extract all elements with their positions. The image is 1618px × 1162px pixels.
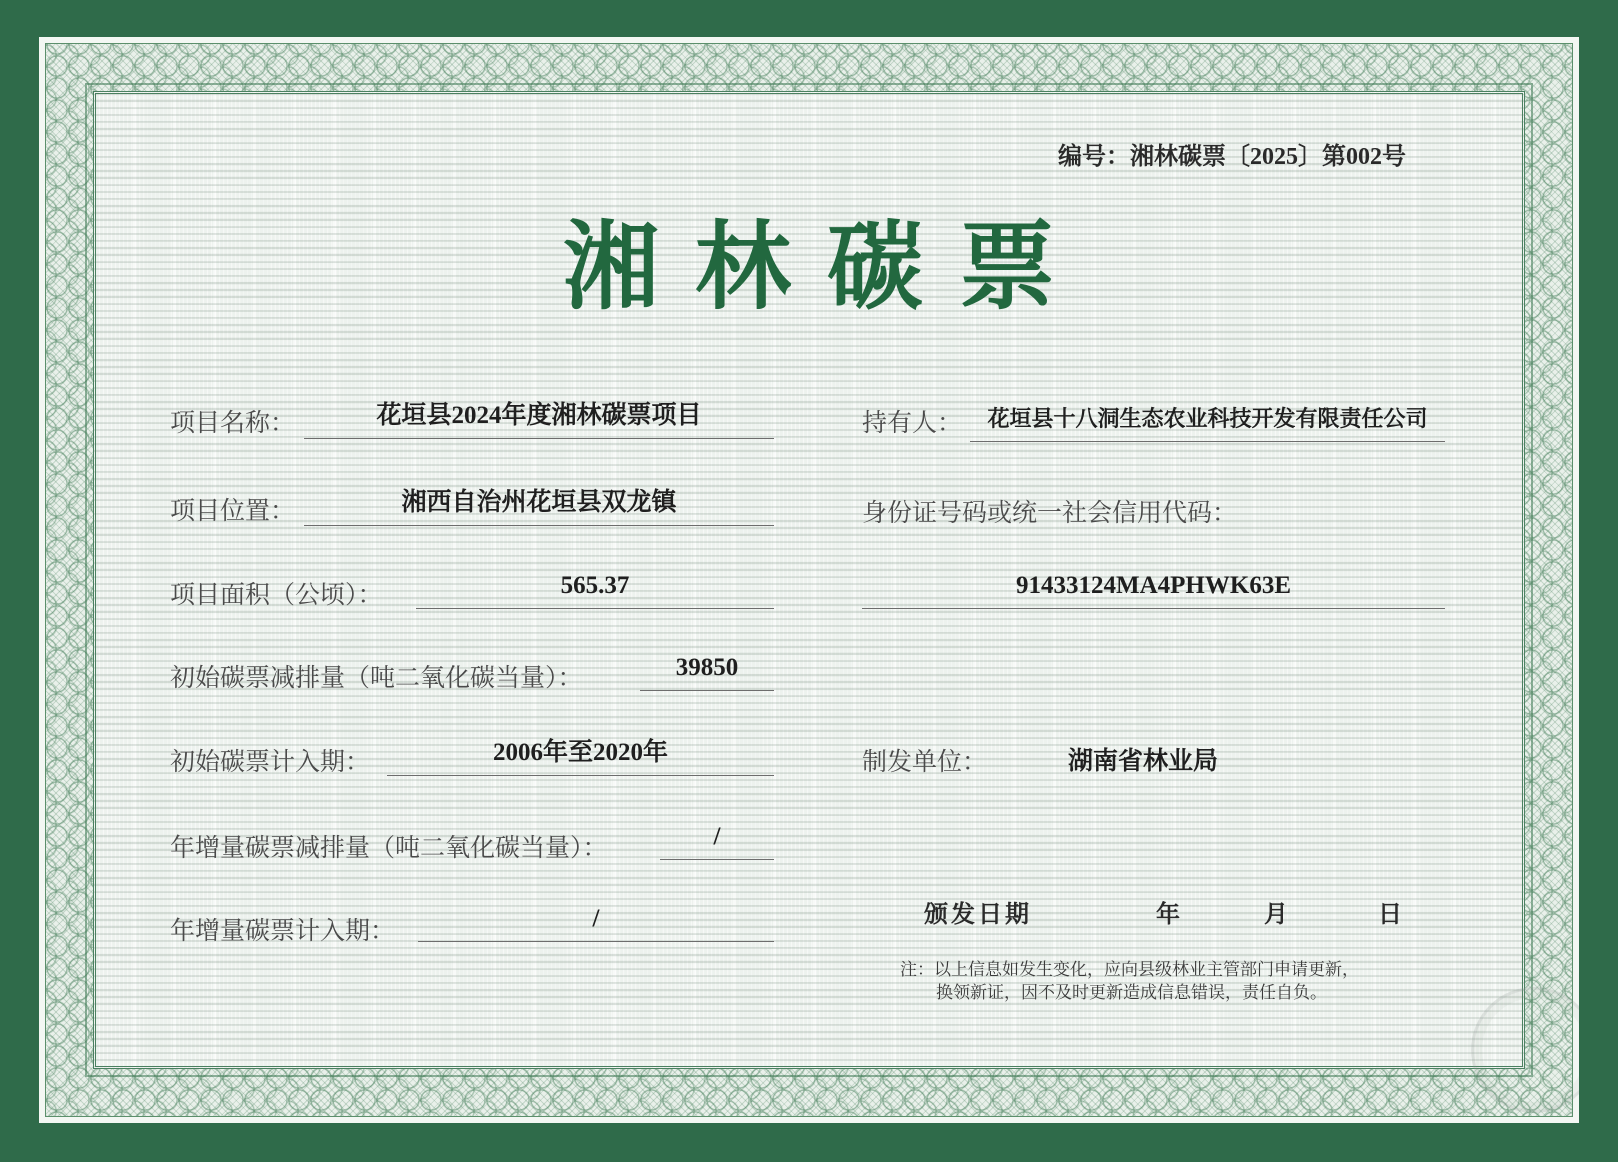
project-name-label: 项目名称： bbox=[170, 409, 296, 437]
issue-date-month: 月 bbox=[1264, 902, 1291, 928]
note-line-1: 注：以上信息如发生变化，应向县级林业主管部门申请更新， bbox=[900, 960, 1359, 979]
credit-code-label: 身份证号码或统一社会信用代码： bbox=[862, 499, 1238, 527]
annual-reduction-value: / bbox=[660, 820, 774, 860]
project-location-label: 项目位置： bbox=[170, 497, 296, 525]
project-area-label: 项目面积（公顷）： bbox=[170, 581, 383, 609]
issuer-value: 湖南省林业局 bbox=[1068, 748, 1219, 775]
annual-period-label: 年增量碳票计入期： bbox=[170, 917, 396, 945]
holder-label: 持有人： bbox=[862, 409, 963, 437]
issuer-label: 制发单位： bbox=[862, 748, 988, 776]
certificate-title: 湘林碳票 bbox=[563, 214, 1091, 321]
initial-period-label: 初始碳票计入期： bbox=[170, 748, 371, 776]
project-name-value: 花垣县2024年度湘林碳票项目 bbox=[304, 399, 774, 439]
note-line-2: 换领新证，因不及时更新造成信息错误，责任自负。 bbox=[936, 983, 1327, 1002]
initial-period-value: 2006年至2020年 bbox=[387, 736, 774, 776]
project-area-value: 565.37 bbox=[416, 569, 774, 609]
credit-code-value: 91433124MA4PHWK63E bbox=[862, 569, 1445, 609]
issue-date-label: 颁发日期 bbox=[924, 902, 1032, 928]
project-location-value: 湘西自治州花垣县双龙镇 bbox=[304, 486, 774, 526]
serial-number: 编号：湘林碳票〔2025〕第002号 bbox=[1058, 144, 1406, 170]
issue-date-day: 日 bbox=[1378, 902, 1405, 928]
holder-value: 花垣县十八洞生态农业科技开发有限责任公司 bbox=[970, 402, 1445, 442]
annual-period-value: / bbox=[418, 902, 774, 942]
issue-date-year: 年 bbox=[1156, 902, 1183, 928]
initial-reduction-value: 39850 bbox=[640, 651, 774, 691]
initial-reduction-label: 初始碳票减排量（吨二氧化碳当量）： bbox=[170, 664, 583, 692]
annual-reduction-label: 年增量碳票减排量（吨二氧化碳当量）： bbox=[170, 834, 608, 862]
